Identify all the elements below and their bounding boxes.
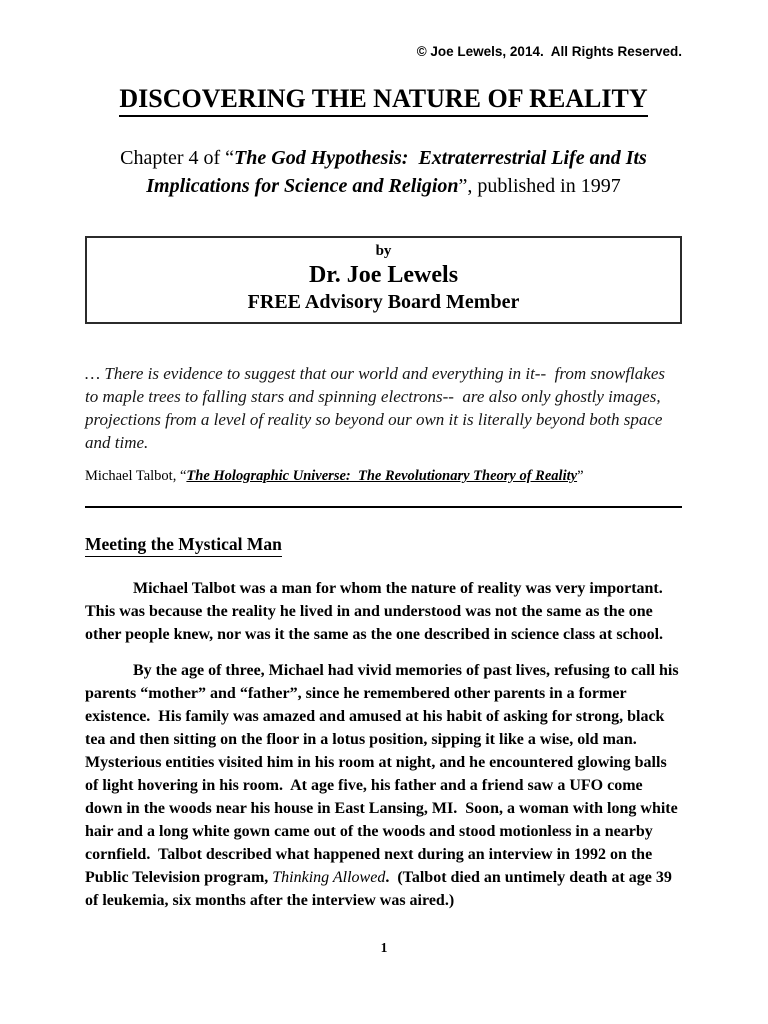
attribution-close-quote: ” xyxy=(577,467,584,484)
author-name: Dr. Joe Lewels xyxy=(308,261,459,288)
subtitle-book-title-part1: The God Hypothesis: Extraterrestrial Life and Its xyxy=(234,146,647,169)
body-paragraph-2 xyxy=(85,659,682,912)
copyright-notice: © Joe Lewels, 2014. All Rights Reserved. xyxy=(416,44,682,59)
epigraph-attribution xyxy=(85,467,682,486)
section-divider xyxy=(85,506,682,508)
subtitle-line1-prefix: Chapter 4 of “ xyxy=(120,146,235,169)
section-heading-text: Meeting the Mystical Man xyxy=(85,533,282,557)
author-box xyxy=(85,236,682,324)
subtitle-line2-suffix: ”, published in 1997 xyxy=(458,174,621,197)
document-title xyxy=(85,84,682,117)
subtitle-book-title-part2: Implications for Science and Religion xyxy=(146,174,459,197)
paragraph2-text-end: . (Talbot died an untimely death at age 39 of leukemia, six months after the interview was aired.) xyxy=(85,868,676,909)
document-title-text: DISCOVERING THE NATURE OF REALITY xyxy=(119,84,647,117)
paragraph2-program-title: Thinking Allowed xyxy=(272,868,386,886)
attribution-book-title: The Holographic Universe: The Revolutionary Theory of Reality xyxy=(186,467,578,484)
paragraph2-text-start: By the age of three, Michael had vivid memories of past lives, refusing to call his parents “mother” and “father”, since he remembered other parents in a former existence. His family was amazed and amused at his habit of asking for strong, black tea and then sitting on the floor in a lotus position, sipping it like a wise, old man. Mysterious entities visited him in his room at night, and he encountered glowing balls of light hovering in his room. At age five, his father and a friend saw a UFO come down in the woods near his house in East Lansing, MI. Soon, a woman with long white hair and a long white gown came out of the woods and stood motionless in a nearby cornfield. Talbot described what happened next during an interview in 1992 on the Public Television program, xyxy=(85,661,683,886)
author-by-label: by xyxy=(375,242,392,259)
author-role: FREE Advisory Board Member xyxy=(247,290,520,313)
section-heading xyxy=(85,533,682,557)
chapter-subtitle xyxy=(85,144,682,200)
page-number: 1 xyxy=(380,940,388,955)
attribution-author: Michael Talbot, “ xyxy=(85,467,187,484)
body-paragraph-1: Michael Talbot was a man for whom the nature of reality was very important. This was because the reality he lived in and understood was not the same as the one other people knew, nor was it the same as the one described in science class at school. xyxy=(85,579,671,643)
epigraph-quote: … There is evidence to suggest that our world and everything in it-- from snowflakes to maple trees to falling stars and spinning electrons-- are also only ghostly images, projections from a level of reality so beyond our own it is literally beyond both space and time. xyxy=(85,363,670,452)
